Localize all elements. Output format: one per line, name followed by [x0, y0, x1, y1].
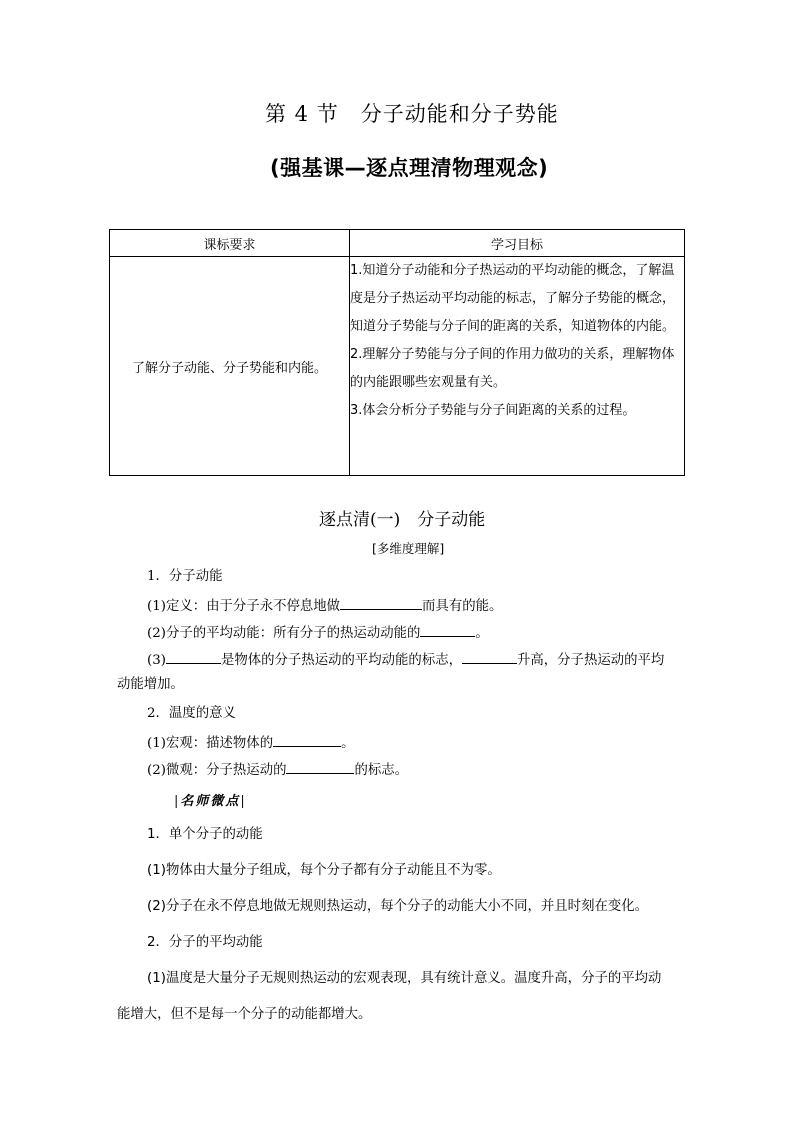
- item-2-title: 2．温度的意义: [147, 706, 236, 721]
- item-1-1: (1)定义：由于分子永不停息地做 而具有的能。: [147, 595, 502, 616]
- teacher-tip-tag: |名师微点|: [174, 794, 247, 809]
- item-1-3: (3) 是物体的分子热运动的平均动能的标志， 升高，分子热运动的平均: [147, 649, 664, 670]
- objectives-cell: [350, 257, 685, 476]
- note-1-1: (1)物体由大量分子组成，每个分子都有分子动能且不为零。: [147, 863, 501, 878]
- item-1-2: (2)分子的平均动能：所有分子的热运动动能的 。: [147, 622, 489, 643]
- requirement-cell: 了解分子动能、分子势能和内能。: [110, 257, 350, 476]
- fill-blank: [273, 732, 341, 747]
- item-1-title: 1．分子动能: [147, 569, 223, 584]
- table-header-objectives: 学习目标: [350, 230, 685, 257]
- item-1-3-cont: 动能增加。: [117, 677, 184, 692]
- objective-3: 3.体会分析分子势能与分子间距离的关系的过程。: [350, 403, 636, 418]
- section-heading: 逐点清(一) 分子动能: [319, 510, 486, 530]
- note-2-1-cont: 能增大，但不是每一个分子的动能都增大。: [117, 1007, 372, 1022]
- objective-2: 2.理解分子势能与分子间的作用力做功的关系，理解物体的内能跟哪些宏观量有关。: [350, 347, 675, 390]
- item-2-2: (2)微观：分子热运动的 的标志。: [147, 759, 408, 780]
- note-1-title: 1．单个分子的动能: [147, 827, 263, 842]
- item-2-1: (1)宏观：描述物体的 。: [147, 732, 354, 753]
- page-title: 第 4 节 分子动能和分子势能: [265, 102, 559, 126]
- page-subtitle: (强基课—逐点理清物理观念): [270, 156, 549, 180]
- fill-blank: [340, 595, 422, 610]
- table-header-standards: 课标要求: [110, 230, 350, 257]
- fill-blank: [420, 622, 475, 637]
- objective-1: 1.知道分子动能和分子热运动的平均动能的概念，了解温度是分子热运动平均动能的标志，了解分子势能的概念，知道分子势能与分子间的距离的关系，知道物体的内能。: [350, 263, 676, 334]
- standards-table: [109, 229, 685, 476]
- section-subheading: [多维度理解]: [372, 541, 445, 556]
- fill-blank: [166, 649, 221, 664]
- note-1-2: (2)分子在永不停息地做无规则热运动，每个分子的动能大小不同，并且时刻在变化。: [147, 899, 649, 914]
- note-2-title: 2．分子的平均动能: [147, 935, 263, 950]
- fill-blank: [462, 649, 517, 664]
- note-2-1: (1)温度是大量分子无规则热运动的宏观表现，具有统计意义。温度升高，分子的平均动: [147, 971, 662, 986]
- fill-blank: [286, 759, 354, 774]
